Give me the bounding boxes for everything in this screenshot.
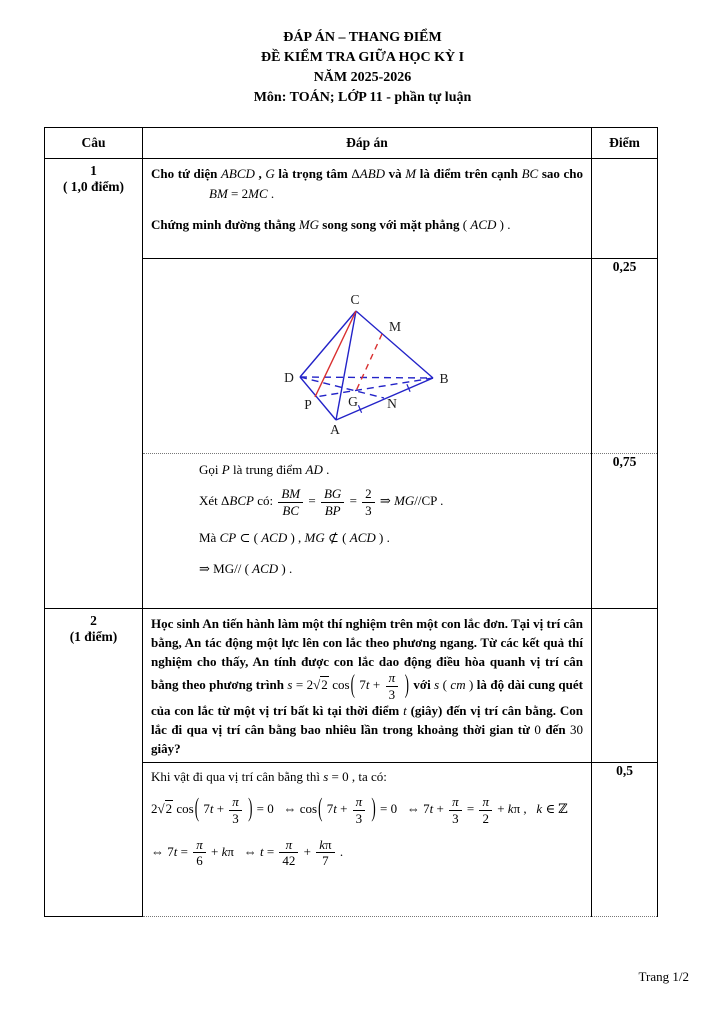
vertex-label-g: G <box>348 394 358 409</box>
q2-solution-line-2: 2√2 cos( 7t + $\frac{\pi}{3}$ ) = 0 ⇔ cos( 7t + $\frac{\pi}{3}$ ) = 0 ⇔ 7t + $\frac{\pi}{3}$ = $\frac{\pi}{2}$ + kπ , k ∈ ℤ <box>151 792 568 826</box>
vertex-label-a: A <box>330 422 340 437</box>
q1-solution-line-3: Mà CP ⊂ ( ACD ) , MG ⊄ ( ACD ) . <box>199 530 390 546</box>
solid-edges <box>300 311 433 420</box>
q1-statement-line-2: BM = 2MC . <box>209 186 275 201</box>
document-header <box>0 28 725 108</box>
q1-figure-score-cell: 0,25 <box>592 259 658 454</box>
q2-statement-score-cell <box>592 609 658 763</box>
q1-figure-cell <box>143 259 592 454</box>
vertex-label-b: B <box>439 371 449 386</box>
vertex-labels <box>284 292 448 437</box>
table-header-row <box>45 128 658 159</box>
q2-number: 2 <box>90 613 97 628</box>
q2-number-cell <box>45 609 143 917</box>
q1-points-label: ( 1,0 điểm) <box>62 179 125 194</box>
q1-solution-line-4: ⇒ MG// ( ACD ) . <box>199 561 293 577</box>
segment-mg-red-dashed <box>356 334 382 391</box>
answer-key-table <box>44 127 658 917</box>
q2-points-label: (1 điểm) <box>69 629 118 644</box>
q1-statement-cell <box>143 159 592 259</box>
q1-statement-score-cell <box>592 159 658 259</box>
q1-number: 1 <box>90 163 97 178</box>
q1-solution-line-1: Gọi P là trung điểm AD . <box>199 462 330 477</box>
vertex-label-p: P <box>304 397 312 412</box>
header-exam-name: ĐỀ KIỂM TRA GIỮA HỌC KỲ I <box>260 50 465 65</box>
q1-number-cell <box>45 159 143 609</box>
vertex-label-c: C <box>350 292 360 307</box>
q1-solution-cell <box>143 454 592 609</box>
q1-solution-line-2: Xét ΔBCP có: $\frac{BM}{BC}$ = $\frac{BG}{BP}$ = $\frac{2}{3}$ ⇒ MG//CP . <box>199 486 444 518</box>
q2-solution-score-cell: 0,5 <box>592 763 658 917</box>
q2-statement-text: Học sinh An tiến hành làm một thí nghiệm trên một con lắc đơn. Tại vị trí cân bằng, An tác động một lực lên con lắc theo phương ngang. Từ các kết quả thí nghiệm cho thấy, An tính được con lắc dao động điều hòa quanh vị trí cân bằng theo phương trình s = 2√2 cos( 7t + $\frac{\pi}{3}$ ) với s ( cm ) là độ dài cung quét của con lắc từ một vị trí bất kì tại thời điểm t (giây) đến vị trí cân bằng. Con lắc đi qua vị trí cân bằng bao nhiêu lần trong khoảng thời gian từ 0 đến 30 giây? <box>151 616 583 757</box>
vertex-label-m: M <box>388 319 402 334</box>
segment-cp-red <box>315 311 356 397</box>
tetrahedron-figure <box>143 259 591 449</box>
q2-solution-line-3: ⇔ 7t = $\frac{\pi}{6}$ + kπ ⇔ t = $\frac{\pi}{42}$ + $\frac{k\pi}{7}$ . <box>151 836 344 869</box>
q2-solution-line-1: Khi vật đi qua vị trí cân bằng thì s = 0 , ta có: <box>151 769 387 785</box>
vertex-label-n: N <box>387 396 397 411</box>
q2-solution-cell <box>143 763 592 917</box>
header-title: ĐÁP ÁN – THANG ĐIỂM <box>283 30 442 45</box>
q1-solution-score-cell: 0,75 <box>592 454 658 609</box>
q1-statement-line-3: Chứng minh đường thẳng MG song song với mặt phẳng ( ACD ) . <box>151 217 511 232</box>
column-header-dap-an: Đáp án <box>143 128 592 159</box>
q1-statement-row <box>45 159 658 259</box>
column-header-cau: Câu <box>45 128 143 159</box>
header-year: NĂM 2025-2026 <box>313 70 412 85</box>
q2-statement-cell <box>143 609 592 763</box>
header-subject: Môn: TOÁN; LỚP 11 - phần tự luận <box>253 90 472 105</box>
q2-statement-row <box>45 609 658 763</box>
q1-statement-line-1: Cho tứ diện ABCD , G là trọng tâm ΔABD và M là điểm trên cạnh BC sao cho <box>151 166 584 181</box>
vertex-label-d: D <box>284 370 294 385</box>
page-number: Trang 1/2 <box>638 969 689 984</box>
column-header-diem: Điểm <box>592 128 658 159</box>
